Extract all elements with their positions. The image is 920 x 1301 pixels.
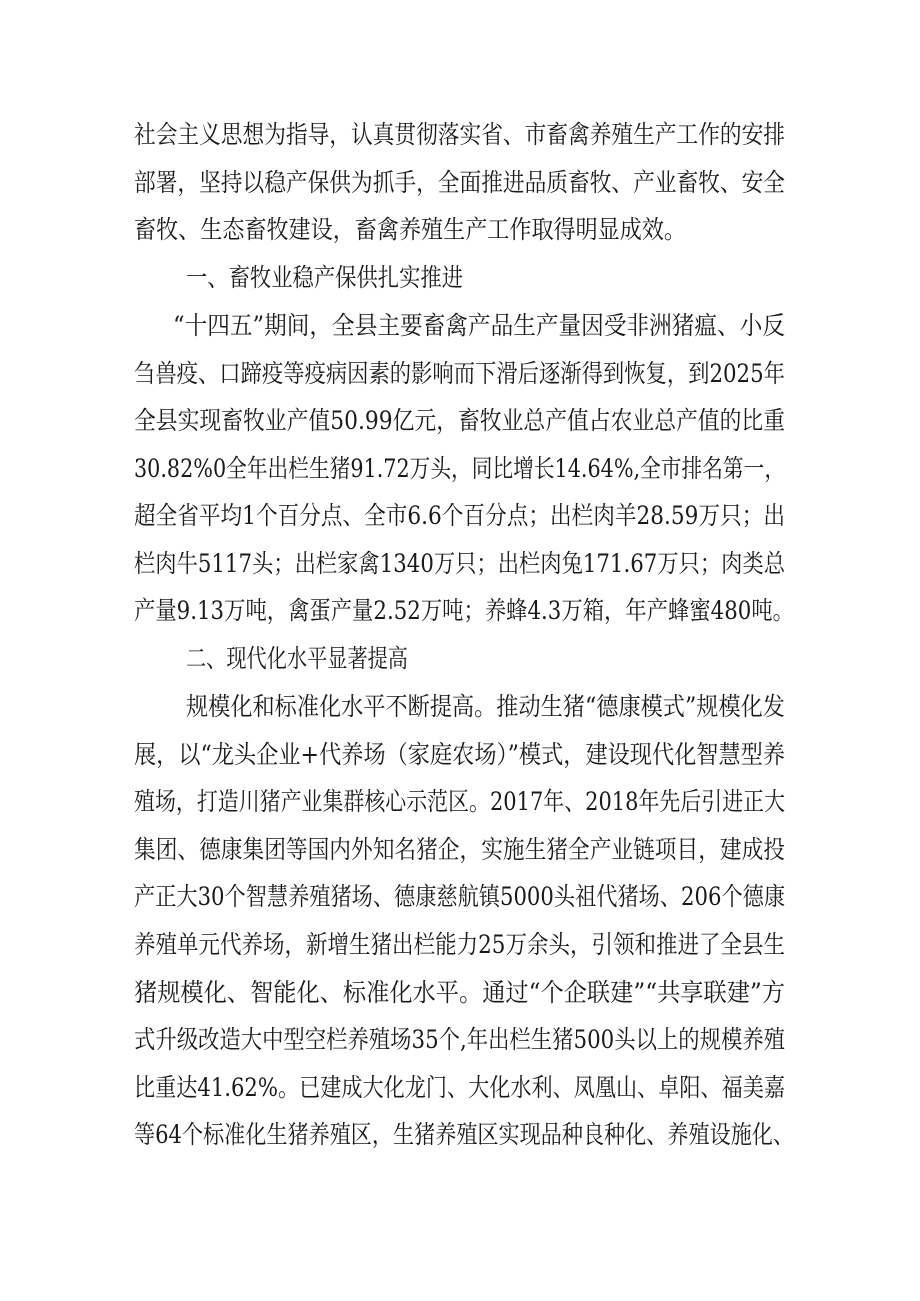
line-text: 部署，坚持以稳产保供为抓手，全面推进品质畜牧、产业畜牧、安全 [134, 168, 786, 197]
line-text: 等64个标准化生猪养殖区，生猪养殖区实现品种良种化、养殖设施化、 [134, 1120, 795, 1149]
text-line [0, 161, 920, 205]
text-line [0, 542, 920, 586]
line-text: 社会主义思想为指导，认真贯彻落实省、市畜禽养殖生产工作的安排 [134, 120, 786, 149]
text-line [0, 352, 920, 396]
text-line [0, 1113, 920, 1157]
text-line [0, 113, 920, 157]
text-line [0, 589, 920, 633]
section-heading-text: 一、畜牧业稳产保供扎实推进 [186, 263, 464, 292]
line-text: 式升级改造大中型空栏养殖场35个,年出栏生猪500头以上的规模养殖 [134, 1025, 786, 1054]
text-line [0, 923, 920, 967]
line-text: 猪规模化、智能化、标准化水平。通过“个企联建”“共享联建”方 [134, 978, 786, 1007]
text-line [0, 304, 920, 348]
line-text: 栏肉牛5117头；出栏家禽1340万只；出栏肉兔171.67万只；肉类总 [134, 549, 786, 578]
text-line [0, 399, 920, 443]
text-line [0, 971, 920, 1015]
text-line [0, 208, 920, 252]
text-line [0, 494, 920, 538]
line-text: 全县实现畜牧业产值50.99亿元，畜牧业总产值占农业总产值的比重 [134, 406, 786, 435]
line-text: 规模化和标准化水平不断提高。推动生猪“德康模式”规模化发 [186, 692, 785, 721]
line-text: 殖场，打造川猪产业集群核心示范区。2017年、2018年先后引进正大 [134, 787, 786, 816]
line-text: 集团、德康集团等国内外知名猪企，实施生猪全产业链项目，建成投 [134, 835, 786, 864]
line-text: 养殖单元代养场，新增生猪出栏能力25万余头，引领和推进了全县生 [134, 930, 786, 959]
text-line [0, 1066, 920, 1110]
text-line [0, 733, 920, 777]
text-line [0, 875, 920, 919]
line-text: 超全省平均1个百分点、全市6.6个百分点；出栏肉羊28.59万只；出 [134, 501, 785, 530]
line-text: “十四五”期间，全县主要畜禽产品生产量因受非洲猪瘟、小反 [173, 311, 786, 340]
line-text: 产正大30个智慧养殖猪场、德康慈航镇5000头祖代猪场、206个德康 [134, 882, 786, 911]
line-text: 畜牧、生态畜牧建设，畜禽养殖生产工作取得明显成效。 [134, 215, 687, 244]
text-line [0, 685, 920, 729]
text-line [0, 1018, 920, 1062]
section-heading [0, 637, 920, 681]
section-heading-text: 二、现代化水平显著提高 [186, 644, 408, 673]
line-text: 刍兽疫、口蹄疫等疫病因素的影响而下滑后逐渐得到恢复，到2025年 [134, 359, 786, 388]
text-line [0, 780, 920, 824]
line-text: 产量9.13万吨，禽蛋产量2.52万吨；养蜂4.3万箱，年产蜂蜜480吨。 [134, 596, 794, 625]
line-text: 比重达41.62%。已建成大化龙门、大化水利、凤凰山、卓阳、福美嘉 [134, 1073, 786, 1102]
section-heading [0, 256, 920, 300]
text-line [0, 447, 920, 491]
text-line [0, 828, 920, 872]
line-text: 30.82%0全年出栏生猪91.72万头，同比增长14.64%,全市排名第一， [134, 454, 786, 483]
line-text: 展，以“龙头企业+代养场（家庭农场）”模式，建设现代化智慧型养 [134, 740, 785, 769]
